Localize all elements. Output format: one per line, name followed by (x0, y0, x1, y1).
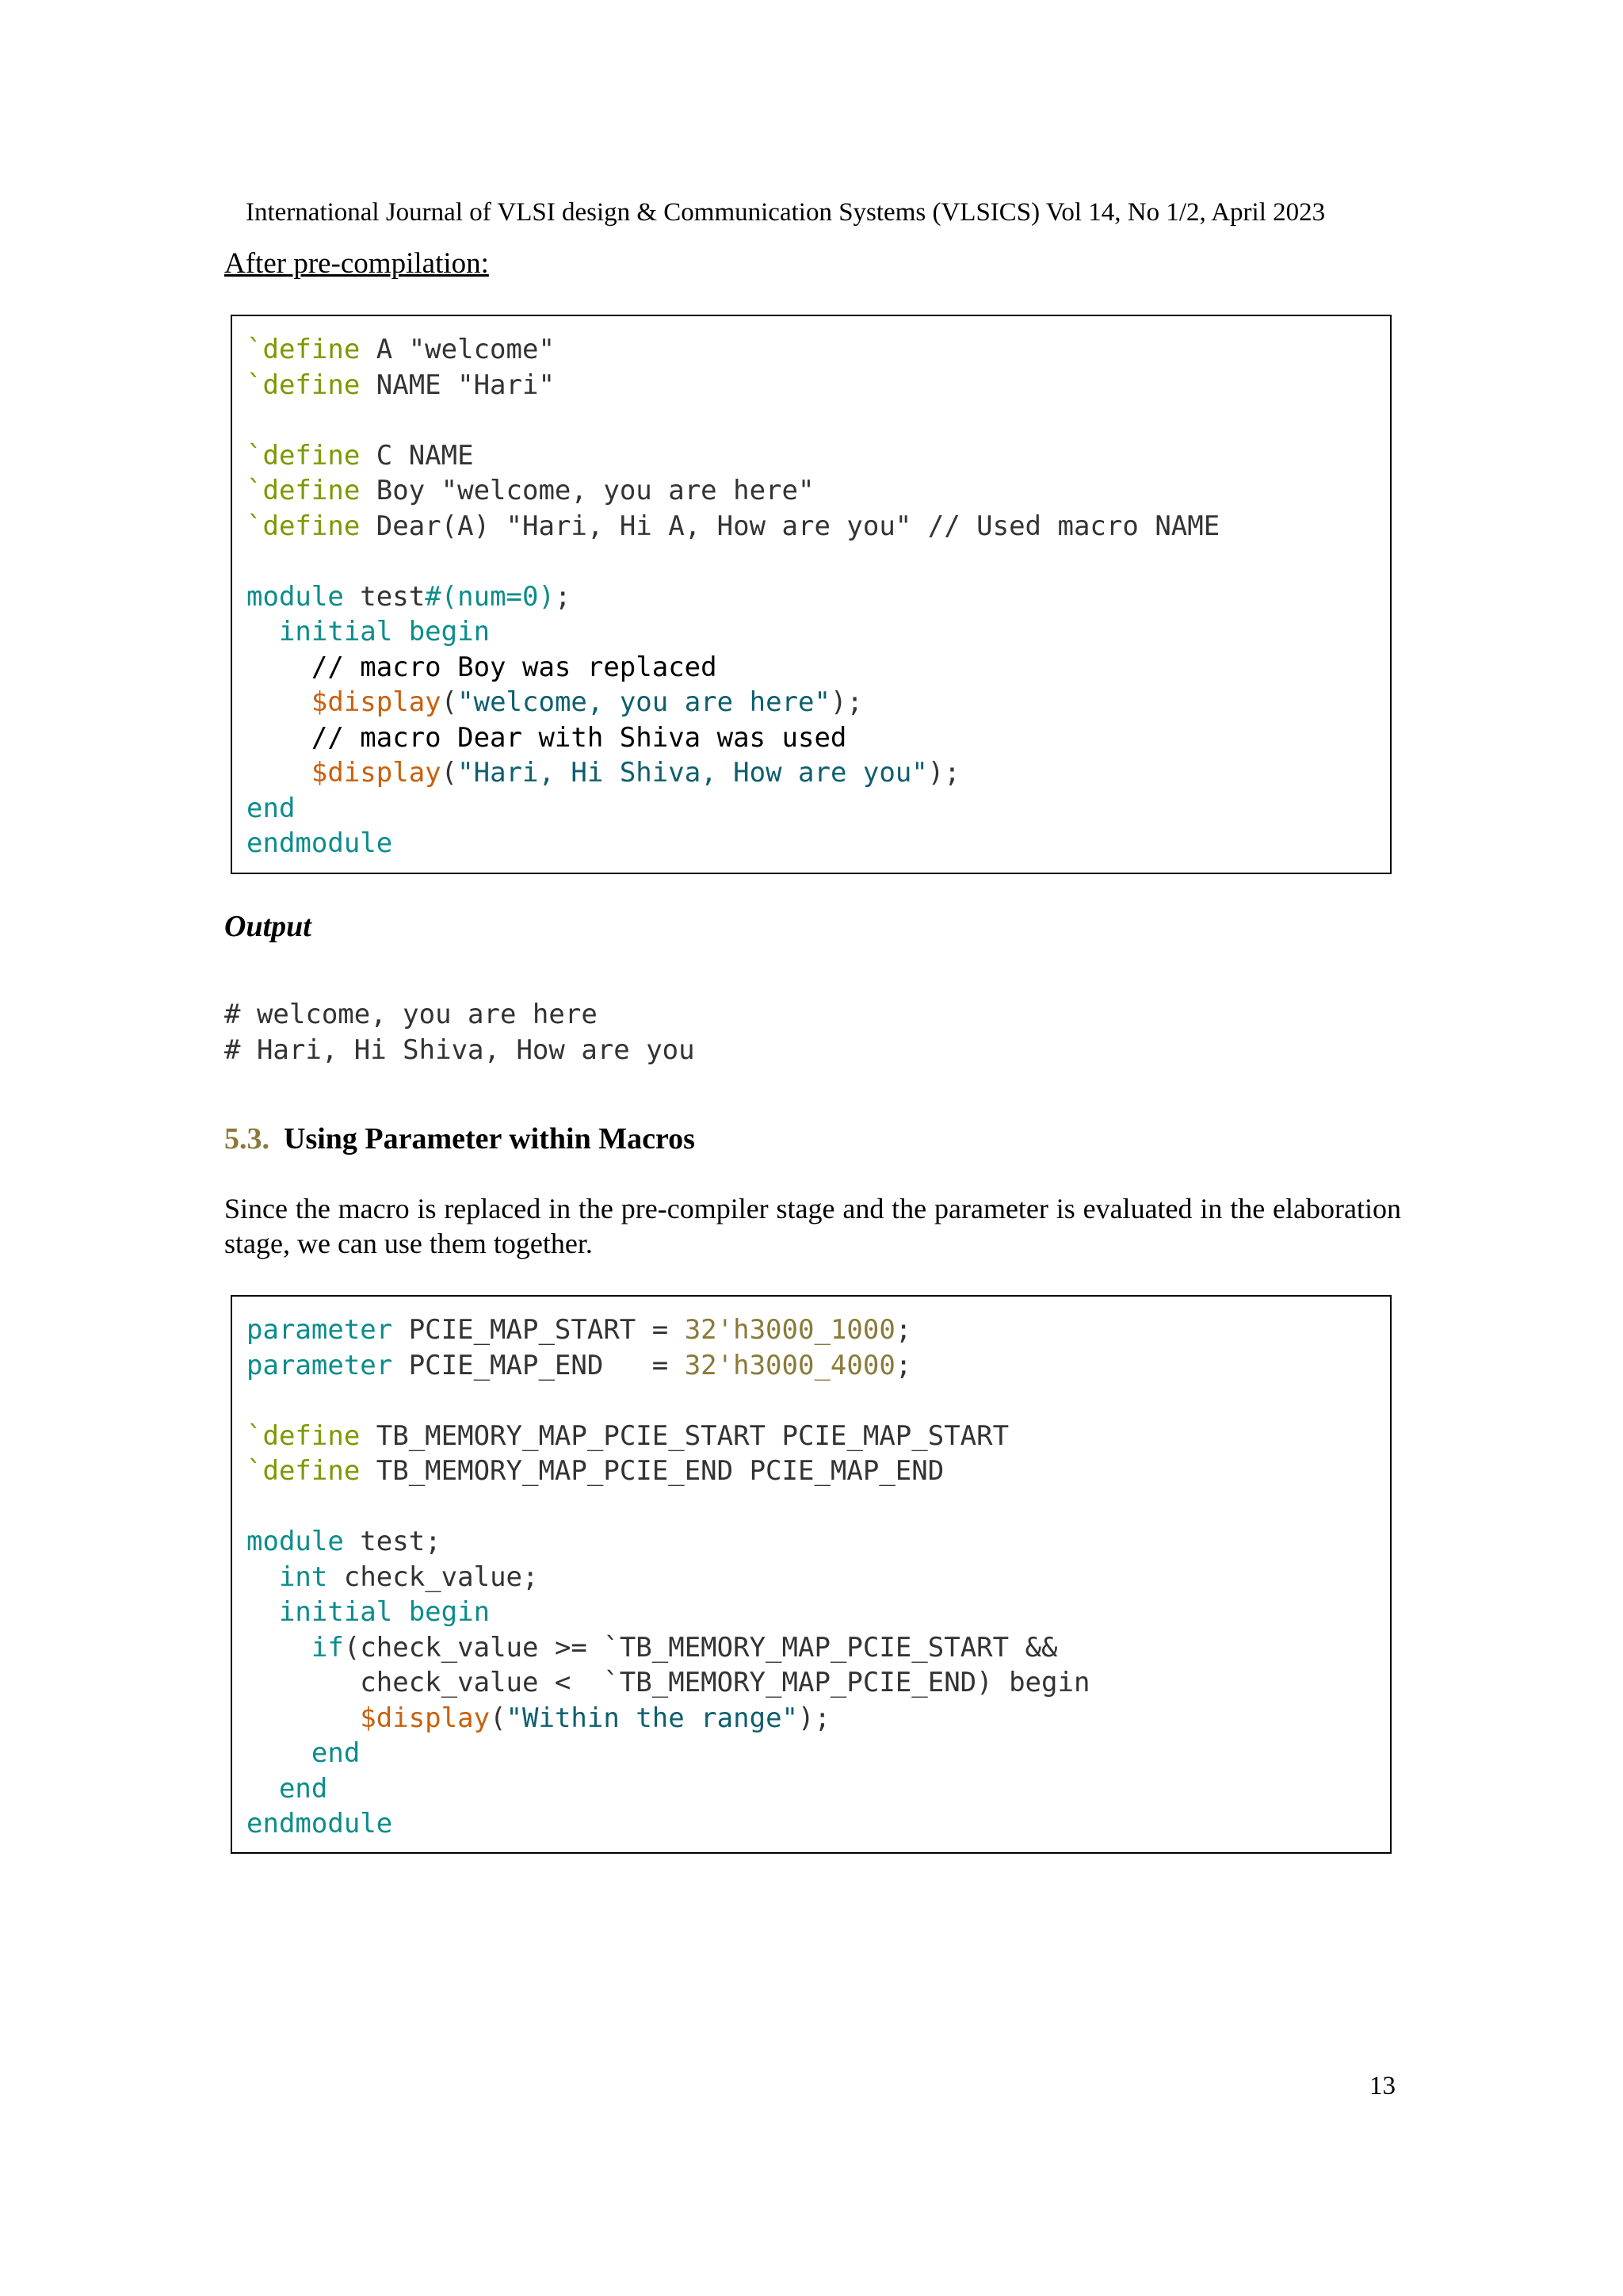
code-text: NAME "Hari" (360, 369, 555, 401)
string-literal: "Hari, Hi Shiva, How are you" (457, 757, 928, 789)
code-line (246, 438, 1376, 474)
end-keyword: end (278, 1772, 328, 1805)
code-line (246, 1736, 1376, 1771)
display-task: $display (360, 1702, 491, 1734)
code-text: test (343, 580, 426, 613)
code-text: A "welcome" (360, 334, 555, 365)
code-line (246, 614, 1376, 650)
end-keyword: end (311, 1737, 361, 1769)
code-text: TB_MEMORY_MAP_PCIE_END PCIE_MAP_END (360, 1455, 945, 1487)
code-line (246, 1630, 1376, 1666)
module-keyword: module (246, 1526, 344, 1557)
code-line (246, 1701, 1376, 1736)
code-line (246, 1454, 1376, 1489)
section-paragraph: Since the macro is replaced in the pre-compiler stage and the parameter is evaluated in the elaboration stage, we can use them together. (224, 1193, 1401, 1259)
journal-header: International Journal of VLSI design & Communication Systems (VLSICS) Vol 14, No 1/2, April 2023 (246, 198, 1326, 227)
code-text: C NAME (360, 439, 474, 472)
code-text: ; (895, 1349, 912, 1381)
endmodule-keyword: endmodule (246, 827, 393, 859)
code-block-precompiled (231, 315, 1392, 874)
string-literal: "Within the range" (506, 1702, 799, 1734)
code-line (246, 1524, 1376, 1560)
display-task: $display (311, 686, 441, 718)
code-line: check_value < `TB_MEMORY_MAP_PCIE_END) begin (246, 1667, 1090, 1698)
define-keyword: `define (246, 510, 361, 542)
define-keyword: `define (246, 369, 361, 401)
define-keyword: `define (246, 1419, 361, 1452)
indent (246, 1596, 279, 1628)
code-text: ; (895, 1314, 912, 1346)
parameter-keyword: parameter (246, 1349, 393, 1381)
output-line: # Hari, Hi Shiva, How are you (224, 1033, 695, 1066)
code-text: PCIE_MAP_END = (392, 1349, 685, 1381)
code-line (246, 509, 1376, 544)
initial-begin-keyword: initial begin (278, 616, 491, 648)
string-literal: "welcome, you are here" (457, 686, 831, 718)
endmodule-keyword: endmodule (246, 1808, 393, 1839)
code-line (246, 1312, 1376, 1348)
output-heading: Output (224, 910, 311, 943)
code-line (246, 579, 1376, 615)
code-text: TB_MEMORY_MAP_PCIE_START PCIE_MAP_START (360, 1419, 1010, 1452)
code-line (246, 1560, 1376, 1595)
code-listing-2 (232, 1297, 1390, 1858)
define-keyword: `define (246, 334, 361, 365)
code-text: test; (343, 1526, 441, 1557)
section-heading (224, 1121, 695, 1157)
indent (246, 757, 311, 789)
parameter-keyword: parameter (246, 1314, 393, 1346)
code-line (246, 473, 1376, 509)
code-text: ( (490, 1702, 506, 1734)
after-precompilation-label: After pre-compilation: (224, 247, 489, 280)
code-text: Dear(A) "Hari, Hi A, How are you" // Used macro NAME (360, 510, 1220, 542)
code-text: check_value; (327, 1561, 539, 1593)
indent (246, 616, 279, 648)
blank-line (246, 544, 1376, 579)
code-line (246, 1419, 1376, 1454)
number-literal: 32'h3000_1000 (684, 1314, 896, 1346)
code-text: ( (441, 686, 458, 718)
code-text: ( (441, 757, 458, 789)
indent (246, 1773, 279, 1805)
code-text: Boy "welcome, you are here" (360, 475, 815, 506)
indent (246, 686, 311, 718)
code-line (246, 332, 1376, 368)
page-number: 13 (1369, 2072, 1396, 2100)
code-line (246, 368, 1376, 403)
code-text: ); (798, 1702, 831, 1734)
code-line (246, 1771, 1376, 1807)
blank-line (246, 1383, 1376, 1419)
parameter-list: #(num=0) (425, 580, 555, 613)
if-keyword: if (311, 1631, 344, 1664)
int-keyword: int (278, 1561, 328, 1593)
define-keyword: `define (246, 439, 361, 472)
end-keyword: end (246, 792, 296, 824)
code-line (246, 1348, 1376, 1384)
indent (246, 1737, 311, 1769)
code-line (246, 755, 1376, 791)
define-keyword: `define (246, 1455, 361, 1487)
number-literal: 32'h3000_4000 (684, 1349, 896, 1381)
code-comment: // macro Boy was replaced (246, 651, 717, 683)
code-text: ); (927, 757, 960, 789)
indent (246, 1561, 279, 1593)
code-line (246, 685, 1376, 720)
section-title: Using Parameter within Macros (284, 1122, 695, 1156)
code-listing-1 (232, 316, 1390, 877)
initial-begin-keyword: initial begin (278, 1596, 491, 1628)
blank-line (246, 1489, 1376, 1525)
section-number: 5.3. (224, 1122, 269, 1156)
code-comment: // macro Dear with Shiva was used (246, 721, 847, 754)
code-text: ; (554, 580, 571, 613)
display-task: $display (311, 757, 441, 789)
blank-line (246, 403, 1376, 438)
code-text: (check_value >= `TB_MEMORY_MAP_PCIE_START && (343, 1631, 1058, 1664)
output-listing (224, 997, 695, 1068)
define-keyword: `define (246, 475, 361, 506)
code-text: PCIE_MAP_START = (392, 1314, 685, 1346)
code-line (246, 1595, 1376, 1630)
code-block-parameter-macros (231, 1295, 1392, 1854)
indent (246, 1632, 311, 1664)
indent (246, 1702, 360, 1734)
code-text: ); (830, 686, 863, 718)
output-line: # welcome, you are here (224, 999, 598, 1030)
module-keyword: module (246, 580, 344, 613)
